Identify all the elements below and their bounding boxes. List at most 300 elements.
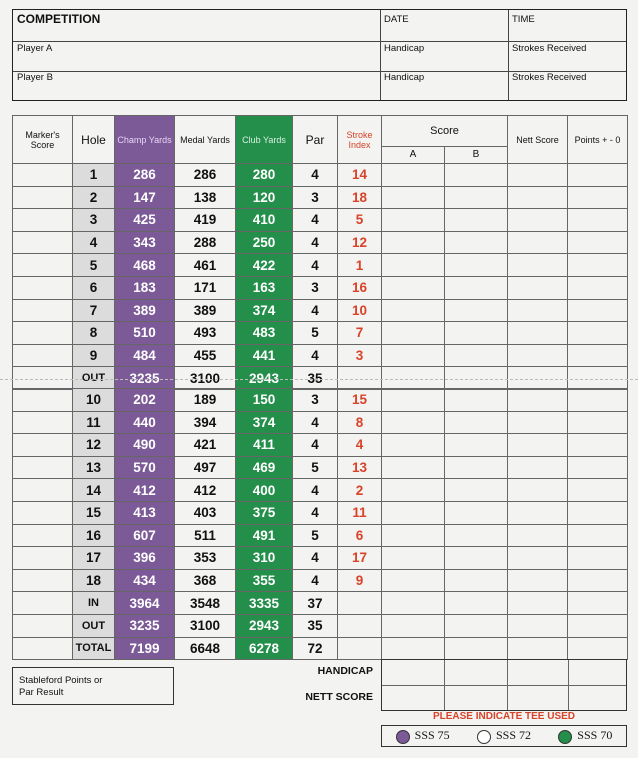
score-b-cell[interactable]: [445, 501, 508, 524]
stroke-index: 14: [338, 164, 382, 187]
stroke-index: 8: [338, 411, 382, 434]
medal-yards: 389: [175, 299, 236, 322]
club-yards: 310: [236, 547, 293, 570]
total-row: [13, 637, 628, 660]
champ-yards: 286: [115, 164, 175, 187]
marker-score-cell[interactable]: [13, 389, 73, 412]
points-cell[interactable]: [568, 411, 628, 434]
hole-row: [13, 186, 628, 209]
marker-score-cell[interactable]: [13, 231, 73, 254]
hole-number: 10: [73, 389, 115, 412]
nett-score-cell[interactable]: [508, 231, 568, 254]
score-b-cell[interactable]: [445, 254, 508, 277]
score-a-cell[interactable]: [382, 164, 445, 187]
medal-yards: 412: [175, 479, 236, 502]
champ-yards: 389: [115, 299, 175, 322]
stroke-index: 7: [338, 322, 382, 345]
hole-number: 6: [73, 276, 115, 299]
player-a-handicap-label: Handicap: [384, 43, 425, 54]
hole-row: [13, 569, 628, 592]
summary-label: OUT: [73, 614, 115, 637]
hole-number: 7: [73, 299, 115, 322]
hole-row: [13, 434, 628, 457]
club-yards: 491: [236, 524, 293, 547]
nett-score-cell[interactable]: [508, 254, 568, 277]
marker-score-cell[interactable]: [13, 434, 73, 457]
score-b-cell[interactable]: [445, 614, 508, 637]
hole-number: 2: [73, 186, 115, 209]
stroke-index-header: Stroke Index: [338, 116, 382, 164]
hole-row: [13, 322, 628, 345]
nett-score-cell[interactable]: [508, 322, 568, 345]
par-value: 3: [293, 276, 338, 299]
score-a-cell[interactable]: [382, 637, 445, 660]
competition-header: [12, 9, 627, 101]
club-yards: 483: [236, 322, 293, 345]
hole-number: 17: [73, 547, 115, 570]
score-a-cell[interactable]: [382, 344, 445, 367]
divider: [508, 10, 509, 100]
stroke-index-cell: [338, 637, 382, 660]
stroke-index: 11: [338, 501, 382, 524]
stroke-index: 9: [338, 569, 382, 592]
nett-score-cell[interactable]: [508, 389, 568, 412]
par-total: 35: [293, 367, 338, 390]
medal-yards-total: 3548: [175, 592, 236, 615]
nett-score-cell[interactable]: [508, 592, 568, 615]
hole-number: 16: [73, 524, 115, 547]
points-cell[interactable]: [568, 501, 628, 524]
score-b-cell[interactable]: [445, 389, 508, 412]
tee-selector: [381, 725, 627, 747]
champ-yards-total: 7199: [115, 637, 175, 660]
champ-yards: 183: [115, 276, 175, 299]
points-cell[interactable]: [568, 231, 628, 254]
club-yards-total: 3335: [236, 592, 293, 615]
hole-number: 18: [73, 569, 115, 592]
nett-score-cell[interactable]: [508, 186, 568, 209]
par-value: 3: [293, 186, 338, 209]
marker-score-cell[interactable]: [13, 479, 73, 502]
points-cell[interactable]: [568, 614, 628, 637]
champ-yards: 396: [115, 547, 175, 570]
tee-circle-icon[interactable]: [558, 730, 572, 744]
marker-score-header: Marker's Score: [13, 116, 73, 164]
club-yards: 355: [236, 569, 293, 592]
score-b-cell[interactable]: [445, 164, 508, 187]
champ-yards: 510: [115, 322, 175, 345]
par-value: 4: [293, 209, 338, 232]
score-a-cell[interactable]: [382, 614, 445, 637]
score-b-cell[interactable]: [445, 276, 508, 299]
club-yards: 250: [236, 231, 293, 254]
hole-number: 3: [73, 209, 115, 232]
score-a-cell[interactable]: [382, 456, 445, 479]
hole-row: [13, 411, 628, 434]
hole-row: [13, 276, 628, 299]
hole-row: [13, 164, 628, 187]
divider: [444, 660, 445, 710]
hole-number: 14: [73, 479, 115, 502]
stroke-index: 4: [338, 434, 382, 457]
divider: [380, 10, 381, 100]
points-cell[interactable]: [568, 479, 628, 502]
medal-yards-total: 6648: [175, 637, 236, 660]
medal-yards: 421: [175, 434, 236, 457]
hole-row: [13, 456, 628, 479]
score-a-cell[interactable]: [382, 547, 445, 570]
points-cell[interactable]: [568, 456, 628, 479]
nett-score-cell[interactable]: [508, 569, 568, 592]
nett-score-cell[interactable]: [508, 209, 568, 232]
hole-row: [13, 344, 628, 367]
medal-yards: 189: [175, 389, 236, 412]
score-b-cell[interactable]: [445, 186, 508, 209]
hole-row: [13, 524, 628, 547]
champ-yards: 343: [115, 231, 175, 254]
handicap-label: HANDICAP: [317, 665, 373, 677]
marker-score-cell[interactable]: [13, 322, 73, 345]
score-b-cell[interactable]: [445, 322, 508, 345]
tee-option-75[interactable]: [396, 728, 450, 743]
points-cell[interactable]: [568, 209, 628, 232]
front-nine-table: [12, 115, 628, 390]
medal-yards: 461: [175, 254, 236, 277]
points-cell[interactable]: [568, 547, 628, 570]
hole-number: 9: [73, 344, 115, 367]
champ-yards: 434: [115, 569, 175, 592]
score-a-cell[interactable]: [382, 501, 445, 524]
score-a-cell[interactable]: [382, 389, 445, 412]
score-a-cell[interactable]: [382, 299, 445, 322]
stroke-index: 17: [338, 547, 382, 570]
score-a-cell[interactable]: [382, 186, 445, 209]
divider: [13, 41, 626, 42]
marker-score-cell[interactable]: [13, 637, 73, 660]
hole-number: 12: [73, 434, 115, 457]
champ-yards: 570: [115, 456, 175, 479]
stroke-index: 6: [338, 524, 382, 547]
par-value: 4: [293, 434, 338, 457]
nett-score-cell[interactable]: [508, 344, 568, 367]
score-a-header: A: [382, 147, 445, 164]
date-label: DATE: [384, 14, 409, 25]
hole-row: [13, 479, 628, 502]
champ-yards-total: 3964: [115, 592, 175, 615]
par-value: 4: [293, 501, 338, 524]
points-cell[interactable]: [568, 569, 628, 592]
nett-score-cell[interactable]: [508, 547, 568, 570]
champ-yards-header-text: Champ Yards: [117, 134, 172, 145]
score-b-cell[interactable]: [445, 637, 508, 660]
club-yards: 410: [236, 209, 293, 232]
champ-yards-total: 3235: [115, 614, 175, 637]
medal-yards-total: 3100: [175, 367, 236, 390]
nett-score-cell[interactable]: [508, 164, 568, 187]
score-a-cell[interactable]: [382, 231, 445, 254]
points-cell[interactable]: [568, 637, 628, 660]
score-b-header: B: [445, 147, 508, 164]
tee-label: SSS 72: [495, 728, 531, 743]
divider: [568, 660, 569, 710]
score-b-cell[interactable]: [445, 547, 508, 570]
hole-row: [13, 501, 628, 524]
score-b-cell[interactable]: [445, 569, 508, 592]
score-a-cell[interactable]: [382, 479, 445, 502]
marker-score-cell[interactable]: [13, 524, 73, 547]
score-a-cell[interactable]: [382, 569, 445, 592]
tee-circle-icon[interactable]: [477, 730, 491, 744]
score-b-cell[interactable]: [445, 299, 508, 322]
score-a-cell[interactable]: [382, 276, 445, 299]
hole-header: Hole: [73, 116, 115, 164]
hole-row: [13, 389, 628, 412]
points-cell[interactable]: [568, 434, 628, 457]
champ-yards: 202: [115, 389, 175, 412]
marker-score-cell[interactable]: [13, 501, 73, 524]
player-b-label: Player B: [17, 72, 53, 83]
par-total: 72: [293, 637, 338, 660]
back-nine-table: [12, 388, 628, 660]
player-b-strokes-label: Strokes Received: [512, 72, 587, 83]
medal-yards: 353: [175, 547, 236, 570]
marker-score-cell[interactable]: [13, 276, 73, 299]
tee-option-70[interactable]: [558, 728, 612, 743]
nett-score-cell[interactable]: [508, 299, 568, 322]
medal-yards-total: 3100: [175, 614, 236, 637]
score-b-cell[interactable]: [445, 434, 508, 457]
tee-label: SSS 70: [577, 728, 613, 743]
champ-yards: 413: [115, 501, 175, 524]
divider: [382, 685, 626, 686]
club-yards: 120: [236, 186, 293, 209]
stroke-index: 16: [338, 276, 382, 299]
score-a-cell[interactable]: [382, 322, 445, 345]
stroke-index: 5: [338, 209, 382, 232]
nett-score-cell[interactable]: [508, 479, 568, 502]
nett-score-cell[interactable]: [508, 434, 568, 457]
club-yards: 280: [236, 164, 293, 187]
club-yards: 150: [236, 389, 293, 412]
score-b-cell[interactable]: [445, 411, 508, 434]
stableford-box: [12, 667, 174, 705]
club-yards: 375: [236, 501, 293, 524]
medal-yards: 288: [175, 231, 236, 254]
nett-score-cell[interactable]: [508, 501, 568, 524]
player-a-label: Player A: [17, 43, 53, 54]
marker-score-cell[interactable]: [13, 254, 73, 277]
nett-score-label: NETT SCORE: [305, 691, 373, 703]
medal-yards: 286: [175, 164, 236, 187]
hole-number: 5: [73, 254, 115, 277]
stroke-index: 2: [338, 479, 382, 502]
champ-yards: 440: [115, 411, 175, 434]
player-a-strokes-label: Strokes Received: [512, 43, 587, 54]
champ-yards-total: 3235: [115, 367, 175, 390]
club-yards: 374: [236, 299, 293, 322]
champ-yards: 468: [115, 254, 175, 277]
par-value: 4: [293, 231, 338, 254]
stroke-index-cell: [338, 592, 382, 615]
summary-label: IN: [73, 592, 115, 615]
score-b-cell[interactable]: [445, 344, 508, 367]
marker-score-cell[interactable]: [13, 569, 73, 592]
handicap-nett-box: [381, 659, 627, 711]
nett-score-cell[interactable]: [508, 524, 568, 547]
hole-row: [13, 231, 628, 254]
marker-score-cell[interactable]: [13, 411, 73, 434]
hole-number: 11: [73, 411, 115, 434]
score-b-cell[interactable]: [445, 456, 508, 479]
score-header: Score: [382, 116, 508, 147]
points-cell[interactable]: [568, 299, 628, 322]
competition-label: COMPETITION: [17, 12, 101, 26]
par-value: 4: [293, 411, 338, 434]
par-value: 4: [293, 569, 338, 592]
score-b-cell[interactable]: [445, 592, 508, 615]
medal-yards: 403: [175, 501, 236, 524]
summary-label: OUT: [73, 367, 115, 390]
medal-yards: 455: [175, 344, 236, 367]
hole-row: [13, 209, 628, 232]
champ-yards: 484: [115, 344, 175, 367]
score-b-cell[interactable]: [445, 479, 508, 502]
tee-circle-icon[interactable]: [396, 730, 410, 744]
tee-prompt: PLEASE INDICATE TEE USED: [432, 711, 576, 722]
medal-yards: 493: [175, 322, 236, 345]
champ-yards: 607: [115, 524, 175, 547]
score-b-cell[interactable]: [445, 231, 508, 254]
par-total: 37: [293, 592, 338, 615]
marker-score-cell[interactable]: [13, 614, 73, 637]
tee-label: SSS 75: [414, 728, 450, 743]
club-yards: 163: [236, 276, 293, 299]
points-cell[interactable]: [568, 164, 628, 187]
medal-yards: 368: [175, 569, 236, 592]
par-value: 4: [293, 344, 338, 367]
points-cell[interactable]: [568, 186, 628, 209]
stroke-index: 15: [338, 389, 382, 412]
stroke-index-cell: [338, 614, 382, 637]
marker-score-cell[interactable]: [13, 186, 73, 209]
nett-score-header: Nett Score: [508, 116, 568, 164]
par-value: 5: [293, 322, 338, 345]
club-yards-total: 6278: [236, 637, 293, 660]
stroke-index: 1: [338, 254, 382, 277]
medal-yards: 511: [175, 524, 236, 547]
par-value: 4: [293, 547, 338, 570]
champ-yards: 412: [115, 479, 175, 502]
par-value: 4: [293, 479, 338, 502]
in-row: [13, 592, 628, 615]
marker-score-cell[interactable]: [13, 209, 73, 232]
medal-yards-header: Medal Yards: [175, 116, 236, 164]
hole-row: [13, 254, 628, 277]
stableford-label: Stableford Points or Par Result: [19, 675, 103, 698]
nett-score-cell[interactable]: [508, 411, 568, 434]
score-b-cell[interactable]: [445, 524, 508, 547]
marker-score-cell[interactable]: [13, 547, 73, 570]
par-value: 4: [293, 254, 338, 277]
medal-yards: 419: [175, 209, 236, 232]
club-yards-header: [236, 116, 293, 164]
medal-yards: 394: [175, 411, 236, 434]
club-yards: 400: [236, 479, 293, 502]
stroke-index: 12: [338, 231, 382, 254]
marker-score-cell[interactable]: [13, 592, 73, 615]
nett-score-cell[interactable]: [508, 614, 568, 637]
points-cell[interactable]: [568, 389, 628, 412]
par-value: 3: [293, 389, 338, 412]
hole-number: 15: [73, 501, 115, 524]
nett-score-cell[interactable]: [508, 456, 568, 479]
marker-score-cell[interactable]: [13, 344, 73, 367]
points-cell[interactable]: [568, 344, 628, 367]
stroke-index: 13: [338, 456, 382, 479]
champ-yards-header: [115, 116, 175, 164]
club-yards: 374: [236, 411, 293, 434]
score-b-cell[interactable]: [445, 209, 508, 232]
out-row: [13, 614, 628, 637]
club-yards: 441: [236, 344, 293, 367]
medal-yards: 171: [175, 276, 236, 299]
points-cell[interactable]: [568, 592, 628, 615]
club-yards: 422: [236, 254, 293, 277]
medal-yards: 138: [175, 186, 236, 209]
score-a-cell[interactable]: [382, 411, 445, 434]
stroke-index: 18: [338, 186, 382, 209]
marker-score-cell[interactable]: [13, 164, 73, 187]
marker-score-cell[interactable]: [13, 299, 73, 322]
club-yards-total: 2943: [236, 367, 293, 390]
stroke-index: 3: [338, 344, 382, 367]
champ-yards: 490: [115, 434, 175, 457]
divider: [507, 660, 508, 710]
score-a-cell[interactable]: [382, 254, 445, 277]
score-a-cell[interactable]: [382, 209, 445, 232]
hole-row: [13, 547, 628, 570]
points-cell[interactable]: [568, 276, 628, 299]
points-header: Points + - 0: [568, 116, 628, 164]
points-cell[interactable]: [568, 524, 628, 547]
score-a-cell[interactable]: [382, 434, 445, 457]
points-cell[interactable]: [568, 322, 628, 345]
hole-row: [13, 299, 628, 322]
club-yards: 469: [236, 456, 293, 479]
stroke-index: 10: [338, 299, 382, 322]
hole-number: 4: [73, 231, 115, 254]
par-value: 4: [293, 164, 338, 187]
marker-score-cell[interactable]: [13, 456, 73, 479]
nett-score-cell[interactable]: [508, 276, 568, 299]
hole-number: 13: [73, 456, 115, 479]
time-label: TIME: [512, 14, 535, 25]
summary-label: TOTAL: [73, 637, 115, 660]
club-yards: 411: [236, 434, 293, 457]
nett-score-cell[interactable]: [508, 637, 568, 660]
tee-option-72[interactable]: [477, 728, 531, 743]
champ-yards: 147: [115, 186, 175, 209]
par-total: 35: [293, 614, 338, 637]
points-cell[interactable]: [568, 254, 628, 277]
tear-line: [0, 379, 638, 380]
par-value: 5: [293, 456, 338, 479]
par-value: 5: [293, 524, 338, 547]
hole-number: 1: [73, 164, 115, 187]
score-a-cell[interactable]: [382, 592, 445, 615]
club-yards-total: 2943: [236, 614, 293, 637]
score-a-cell[interactable]: [382, 524, 445, 547]
